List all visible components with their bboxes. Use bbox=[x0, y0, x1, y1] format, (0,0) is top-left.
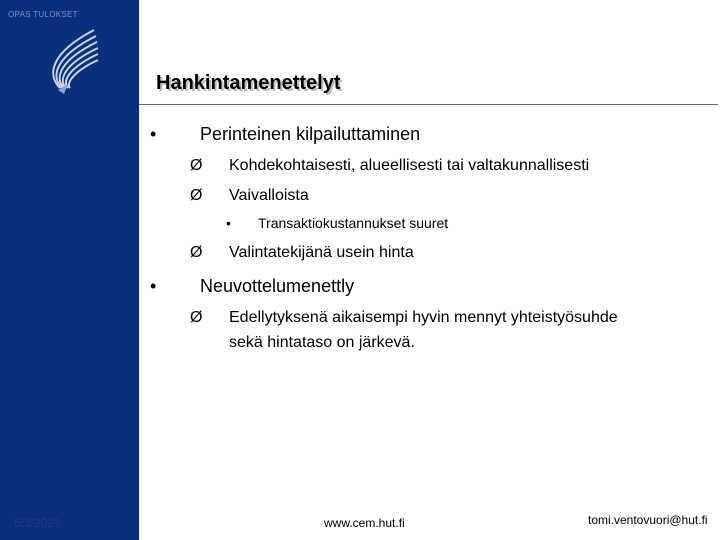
wing-logo-icon bbox=[38, 24, 102, 96]
slide-title: Hankintamenettelyt bbox=[156, 72, 341, 94]
sub-bullet-marker: Ø bbox=[190, 157, 203, 174]
sub-bullet-text: Kohdekohtaisesti, alueellisesti tai valtakunnallisesti bbox=[229, 157, 590, 174]
sub-sub-bullet-marker: • bbox=[226, 215, 231, 231]
bullet-text: Perinteinen kilpailuttaminen bbox=[200, 124, 421, 144]
slide-date: 6/3/2021 bbox=[14, 516, 61, 530]
sub-bullet-marker: Ø bbox=[190, 244, 203, 261]
sub-bullet-text: Valintatekijänä usein hinta bbox=[229, 244, 414, 261]
sub-bullet-marker: Ø bbox=[190, 187, 203, 204]
bullet-marker: • bbox=[150, 124, 157, 144]
sub-bullet-marker: Ø bbox=[190, 309, 203, 326]
title-divider bbox=[139, 104, 718, 105]
bullet-text: Neuvottelumenettly bbox=[200, 276, 355, 296]
footer-email: tomi.ventovuori@hut.fi bbox=[588, 513, 708, 527]
sub-bullet-text: Edellytyksenä aikaisempi hyvin mennyt yhteistyösuhde bbox=[229, 309, 618, 326]
bullet-marker: • bbox=[150, 276, 157, 296]
footer-url: www.cem.hut.fi bbox=[324, 516, 405, 530]
sidebar bbox=[0, 0, 139, 540]
sub-bullet-text-continued: sekä hintataso on järkevä. bbox=[229, 334, 415, 351]
sub-bullet-text: Vaivalloista bbox=[229, 187, 309, 204]
brand-text: OPAS TULOKSET bbox=[8, 10, 78, 19]
sub-sub-bullet-text: Transaktiokustannukset suuret bbox=[258, 215, 449, 231]
